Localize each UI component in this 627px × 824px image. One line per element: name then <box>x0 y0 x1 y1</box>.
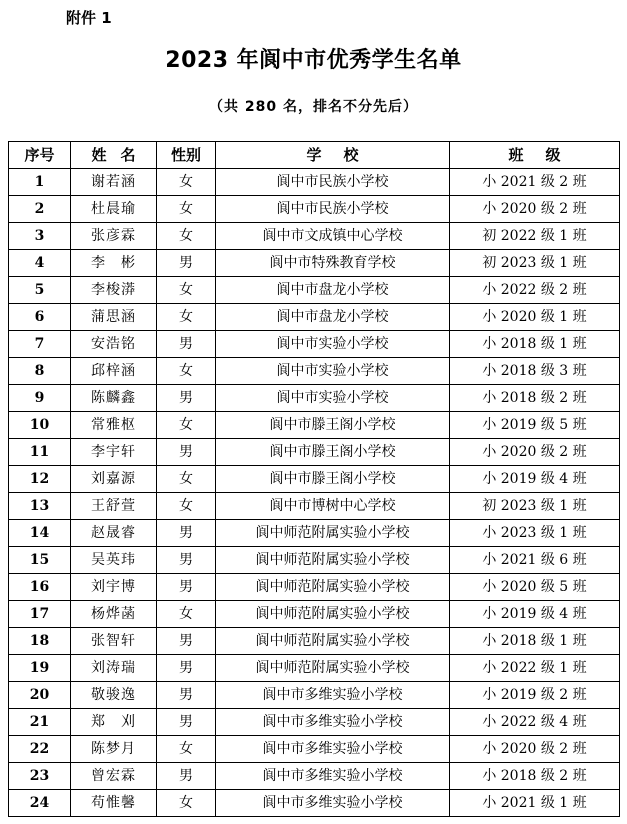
cell-school: 阆中市盘龙小学校 <box>216 304 450 331</box>
cell-class: 初 2022 级 1 班 <box>450 223 620 250</box>
table-header <box>9 142 620 169</box>
cell-name: 蒲思涵 <box>71 304 157 331</box>
cell-name: 李宇轩 <box>71 439 157 466</box>
cell-index: 16 <box>9 574 71 601</box>
cell-gender: 女 <box>157 196 216 223</box>
table-row <box>9 628 620 655</box>
cell-gender: 男 <box>157 763 216 790</box>
cell-school: 阆中市实验小学校 <box>216 385 450 412</box>
cell-index: 23 <box>9 763 71 790</box>
cell-name: 李 彬 <box>71 250 157 277</box>
cell-school: 阆中市博树中心学校 <box>216 493 450 520</box>
cell-name: 刘涛瑞 <box>71 655 157 682</box>
cell-name: 苟惟馨 <box>71 790 157 817</box>
column-header-index: 序号 <box>9 142 71 169</box>
column-header-school-label: 学校 <box>306 146 381 164</box>
cell-gender: 男 <box>157 682 216 709</box>
page-subtitle: （共 280 名，排名不分先后） <box>209 99 418 115</box>
column-header-school <box>216 142 450 169</box>
cell-name: 邱梓涵 <box>71 358 157 385</box>
cell-name: 谢若涵 <box>71 169 157 196</box>
table-row <box>9 250 620 277</box>
cell-name: 张智轩 <box>71 628 157 655</box>
table-row <box>9 385 620 412</box>
cell-school: 阆中市多维实验小学校 <box>216 709 450 736</box>
cell-name: 刘宇博 <box>71 574 157 601</box>
cell-school: 阆中市特殊教育学校 <box>216 250 450 277</box>
cell-class: 小 2022 级 2 班 <box>450 277 620 304</box>
cell-school: 阆中师范附属实验小学校 <box>216 520 450 547</box>
table-row <box>9 763 620 790</box>
cell-class: 小 2018 级 2 班 <box>450 385 620 412</box>
cell-school: 阆中市滕王阁小学校 <box>216 412 450 439</box>
cell-name: 常雅枢 <box>71 412 157 439</box>
cell-class: 小 2018 级 1 班 <box>450 331 620 358</box>
cell-class: 小 2022 级 4 班 <box>450 709 620 736</box>
cell-gender: 男 <box>157 385 216 412</box>
column-header-name-label: 姓名 <box>91 146 150 164</box>
cell-gender: 女 <box>157 304 216 331</box>
cell-class: 初 2023 级 1 班 <box>450 250 620 277</box>
cell-class: 小 2023 级 1 班 <box>450 520 620 547</box>
cell-school: 阆中市滕王阁小学校 <box>216 439 450 466</box>
cell-name: 李梭漭 <box>71 277 157 304</box>
cell-name: 吴英玮 <box>71 547 157 574</box>
table-row <box>9 358 620 385</box>
table-row <box>9 493 620 520</box>
page-title: 2023 年阆中市优秀学生名单 <box>165 48 462 73</box>
cell-class: 小 2021 级 2 班 <box>450 169 620 196</box>
cell-class: 小 2018 级 3 班 <box>450 358 620 385</box>
cell-name: 陈梦月 <box>71 736 157 763</box>
cell-index: 8 <box>9 358 71 385</box>
cell-gender: 女 <box>157 412 216 439</box>
cell-name: 赵晟睿 <box>71 520 157 547</box>
cell-class: 小 2022 级 1 班 <box>450 655 620 682</box>
table-row <box>9 304 620 331</box>
cell-gender: 男 <box>157 709 216 736</box>
cell-index: 24 <box>9 790 71 817</box>
cell-index: 17 <box>9 601 71 628</box>
cell-gender: 男 <box>157 250 216 277</box>
cell-name: 杨烨菡 <box>71 601 157 628</box>
cell-school: 阆中师范附属实验小学校 <box>216 601 450 628</box>
cell-index: 1 <box>9 169 71 196</box>
cell-school: 阆中师范附属实验小学校 <box>216 655 450 682</box>
table-body <box>9 169 620 817</box>
cell-name: 安浩铭 <box>71 331 157 358</box>
cell-school: 阆中市文成镇中心学校 <box>216 223 450 250</box>
cell-gender: 男 <box>157 520 216 547</box>
cell-school: 阆中市多维实验小学校 <box>216 736 450 763</box>
cell-index: 4 <box>9 250 71 277</box>
table-row <box>9 655 620 682</box>
cell-school: 阆中市多维实验小学校 <box>216 763 450 790</box>
cell-school: 阆中市多维实验小学校 <box>216 682 450 709</box>
cell-school: 阆中市多维实验小学校 <box>216 790 450 817</box>
cell-class: 小 2020 级 1 班 <box>450 304 620 331</box>
cell-class: 小 2018 级 1 班 <box>450 628 620 655</box>
cell-class: 小 2020 级 2 班 <box>450 736 620 763</box>
cell-index: 19 <box>9 655 71 682</box>
cell-gender: 女 <box>157 358 216 385</box>
cell-index: 2 <box>9 196 71 223</box>
cell-index: 20 <box>9 682 71 709</box>
cell-school: 阆中师范附属实验小学校 <box>216 574 450 601</box>
cell-gender: 男 <box>157 628 216 655</box>
cell-gender: 男 <box>157 574 216 601</box>
cell-gender: 女 <box>157 223 216 250</box>
cell-gender: 女 <box>157 169 216 196</box>
cell-index: 15 <box>9 547 71 574</box>
cell-school: 阆中师范附属实验小学校 <box>216 547 450 574</box>
cell-gender: 女 <box>157 736 216 763</box>
cell-index: 18 <box>9 628 71 655</box>
cell-index: 5 <box>9 277 71 304</box>
table-row <box>9 169 620 196</box>
cell-school: 阆中市民族小学校 <box>216 196 450 223</box>
cell-name: 杜晨瑜 <box>71 196 157 223</box>
cell-index: 14 <box>9 520 71 547</box>
table-row <box>9 331 620 358</box>
column-header-gender: 性别 <box>157 142 216 169</box>
table-row <box>9 277 620 304</box>
cell-class: 小 2019 级 4 班 <box>450 466 620 493</box>
cell-gender: 女 <box>157 790 216 817</box>
table-row <box>9 223 620 250</box>
column-header-name <box>71 142 157 169</box>
cell-school: 阆中市实验小学校 <box>216 331 450 358</box>
column-header-class-label: 班级 <box>508 146 583 164</box>
cell-gender: 女 <box>157 466 216 493</box>
table-row <box>9 547 620 574</box>
cell-class: 小 2020 级 2 班 <box>450 196 620 223</box>
cell-name: 王舒萱 <box>71 493 157 520</box>
table-row <box>9 412 620 439</box>
cell-name: 张彦霖 <box>71 223 157 250</box>
cell-school: 阆中市民族小学校 <box>216 169 450 196</box>
cell-index: 9 <box>9 385 71 412</box>
cell-index: 3 <box>9 223 71 250</box>
cell-class: 小 2019 级 2 班 <box>450 682 620 709</box>
cell-index: 6 <box>9 304 71 331</box>
table-row <box>9 466 620 493</box>
cell-school: 阆中市实验小学校 <box>216 358 450 385</box>
cell-class: 小 2020 级 2 班 <box>450 439 620 466</box>
attachment-label: 附件 1 <box>66 9 112 27</box>
cell-class: 小 2021 级 6 班 <box>450 547 620 574</box>
table-row <box>9 790 620 817</box>
cell-index: 21 <box>9 709 71 736</box>
cell-class: 小 2020 级 5 班 <box>450 574 620 601</box>
table-row <box>9 601 620 628</box>
cell-school: 阆中市盘龙小学校 <box>216 277 450 304</box>
cell-index: 11 <box>9 439 71 466</box>
table-row <box>9 196 620 223</box>
cell-index: 7 <box>9 331 71 358</box>
cell-class: 小 2019 级 4 班 <box>450 601 620 628</box>
cell-name: 曾宏霖 <box>71 763 157 790</box>
column-header-class <box>450 142 620 169</box>
cell-gender: 男 <box>157 655 216 682</box>
cell-name: 郑 刈 <box>71 709 157 736</box>
cell-gender: 男 <box>157 547 216 574</box>
table-row <box>9 574 620 601</box>
cell-school: 阆中市滕王阁小学校 <box>216 466 450 493</box>
cell-index: 10 <box>9 412 71 439</box>
cell-class: 小 2018 级 2 班 <box>450 763 620 790</box>
table-row <box>9 520 620 547</box>
table-row <box>9 736 620 763</box>
table-row <box>9 709 620 736</box>
cell-gender: 女 <box>157 277 216 304</box>
cell-name: 敬骏逸 <box>71 682 157 709</box>
cell-school: 阆中师范附属实验小学校 <box>216 628 450 655</box>
table-row <box>9 439 620 466</box>
cell-gender: 男 <box>157 331 216 358</box>
cell-class: 小 2019 级 5 班 <box>450 412 620 439</box>
header-row <box>9 142 620 169</box>
cell-name: 刘嘉源 <box>71 466 157 493</box>
cell-index: 22 <box>9 736 71 763</box>
table-row <box>9 682 620 709</box>
cell-name: 陈麟鑫 <box>71 385 157 412</box>
cell-index: 12 <box>9 466 71 493</box>
cell-class: 小 2021 级 1 班 <box>450 790 620 817</box>
cell-gender: 女 <box>157 493 216 520</box>
student-roster-table <box>8 141 620 817</box>
cell-index: 13 <box>9 493 71 520</box>
cell-gender: 男 <box>157 439 216 466</box>
cell-gender: 女 <box>157 601 216 628</box>
cell-class: 初 2023 级 1 班 <box>450 493 620 520</box>
